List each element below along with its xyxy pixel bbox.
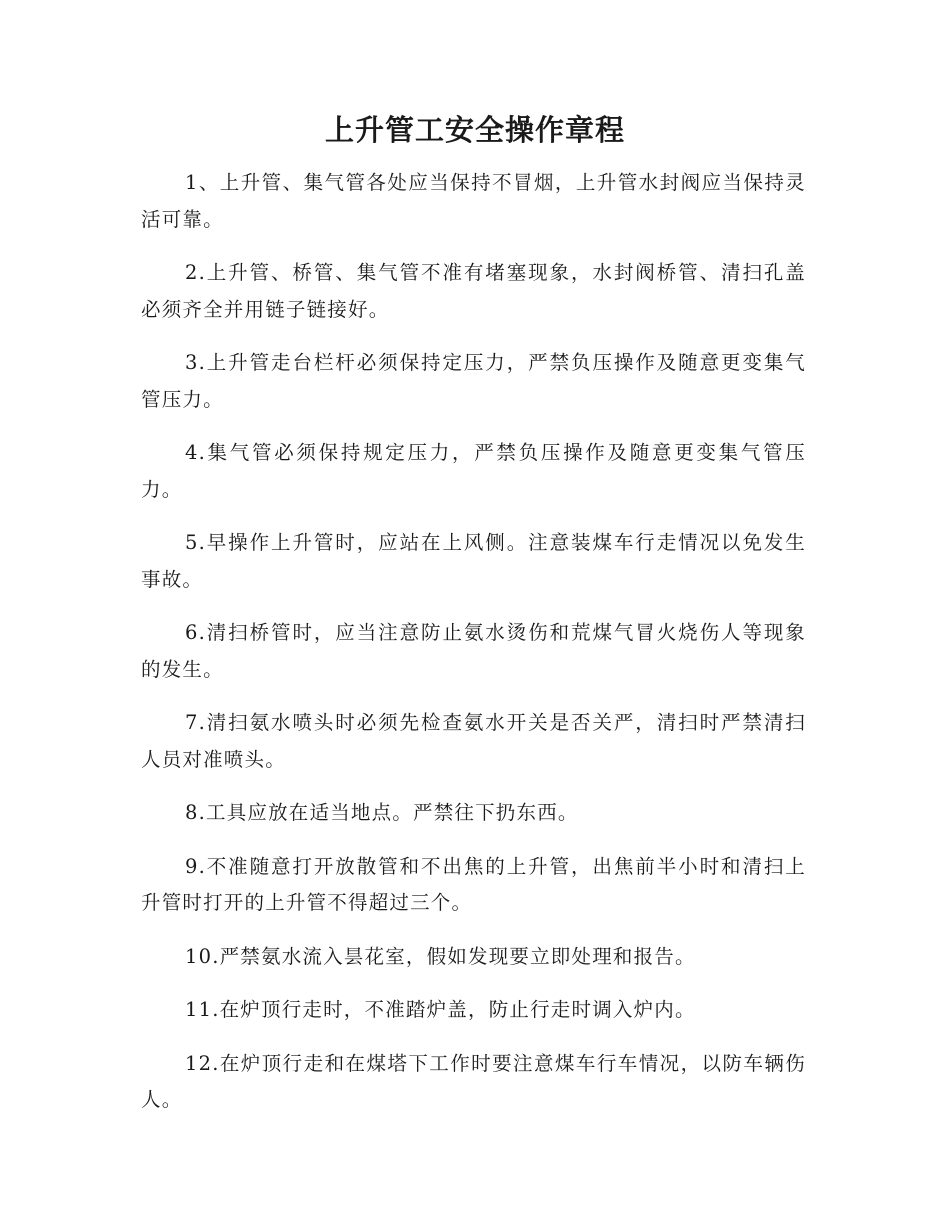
clause-3: 3.上升管走台栏杆必须保持定压力，严禁负压操作及随意更变集气管压力。 <box>141 351 806 411</box>
clause-11: 11.在炉顶行走时，不准踏炉盖，防止行走时调入炉内。 <box>185 998 696 1021</box>
clause-10: 10.严禁氨水流入昙花室，假如发现要立即处理和报告。 <box>185 944 696 968</box>
clause-12: 12.在炉顶行走和在煤塔下工作时要注意煤车行车情况，以防车辆伤人。 <box>141 1051 806 1111</box>
clause-6: 6.清扫桥管时，应当注意防止氨水烫伤和荒煤气冒火烧伤人等现象的发生。 <box>141 621 806 681</box>
clause-8: 8.工具应放在适当地点。严禁往下扔东西。 <box>185 801 579 824</box>
clause-4: 4.集气管必须保持规定压力，严禁负压操作及随意更变集气管压力。 <box>141 441 806 501</box>
clause-list <box>141 165 806 1136</box>
clause-2: 2.上升管、桥管、集气管不准有堵塞现象，水封阀桥管、清扫孔盖必须齐全并用链子链接好。 <box>141 261 806 321</box>
clause-9: 9.不准随意打开放散管和不出焦的上升管，出焦前半小时和清扫上升管时打开的上升管不得超过三个。 <box>141 854 806 914</box>
clause-7: 7.清扫氨水喷头时必须先检查氨水开关是否关严，清扫时严禁清扫人员对准喷头。 <box>141 711 806 771</box>
clause-5: 5.早操作上升管时，应站在上风侧。注意装煤车行走情况以免发生事故。 <box>141 531 806 591</box>
document-title: 上升管工安全操作章程 <box>324 113 625 147</box>
clause-1: 1、上升管、集气管各处应当保持不冒烟，上升管水封阀应当保持灵活可靠。 <box>141 171 806 231</box>
